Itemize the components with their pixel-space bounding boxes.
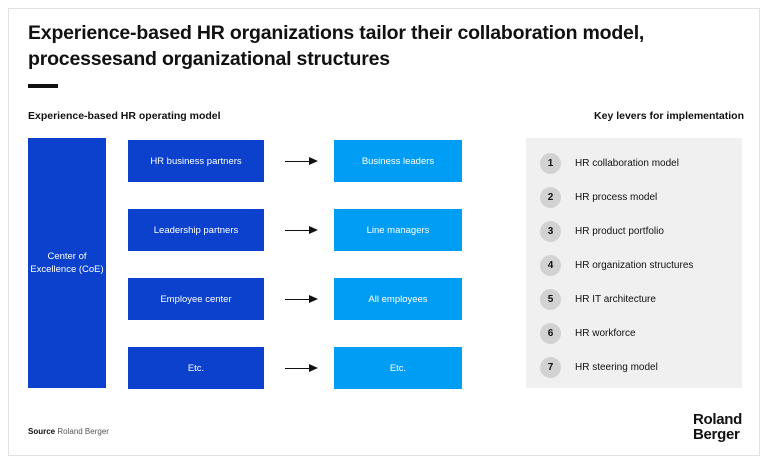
lever-label-2: HR process model — [575, 191, 658, 203]
lever-item-5 — [526, 282, 742, 316]
page-title: Experience-based HR organizations tailor their collaboration model, processesand organizational structures — [28, 22, 645, 70]
lever-number-1: 1 — [540, 153, 561, 174]
logo-line-1: Roland — [692, 411, 742, 428]
source-note — [28, 427, 109, 436]
target-box-2: Line managers — [334, 209, 462, 251]
lever-label-4: HR organization structures — [575, 259, 694, 271]
target-box-3: All employees — [334, 278, 462, 320]
lever-item-1 — [526, 146, 742, 180]
lever-number-7: 7 — [540, 357, 561, 378]
arrow-right-icon-1 — [285, 156, 319, 166]
lever-number-6: 6 — [540, 323, 561, 344]
lever-item-3 — [526, 214, 742, 248]
roland-berger-logo — [693, 412, 742, 442]
arrow-right-icon-3 — [285, 294, 319, 304]
lever-label-3: HR product portfolio — [575, 225, 664, 237]
right-section-heading: Key levers for implementation — [594, 110, 744, 122]
source-box-3: Employee center — [128, 278, 264, 320]
lever-item-2 — [526, 180, 742, 214]
source-value: Roland Berger — [57, 427, 109, 436]
lever-label-5: HR IT architecture — [575, 293, 656, 305]
lever-number-2: 2 — [540, 187, 561, 208]
source-box-2: Leadership partners — [128, 209, 264, 251]
source-box-4: Etc. — [128, 347, 264, 389]
target-box-1: Business leaders — [334, 140, 462, 182]
left-section-heading: Experience-based HR operating model — [28, 110, 221, 122]
title-underline — [28, 84, 58, 88]
source-box-1: HR business partners — [128, 140, 264, 182]
lever-item-7 — [526, 350, 742, 384]
lever-label-1: HR collaboration model — [575, 157, 679, 169]
lever-item-6 — [526, 316, 742, 350]
lever-item-4 — [526, 248, 742, 282]
key-levers-panel — [526, 138, 742, 388]
lever-label-6: HR workforce — [575, 327, 636, 339]
lever-label-7: HR steering model — [575, 361, 658, 373]
center-of-excellence-box: Center of Excellence (CoE) — [28, 138, 106, 388]
lever-number-3: 3 — [540, 221, 561, 242]
arrow-right-icon-2 — [285, 225, 319, 235]
arrow-right-icon-4 — [285, 363, 319, 373]
target-box-4: Etc. — [334, 347, 462, 389]
lever-number-5: 5 — [540, 289, 561, 310]
logo-line-2: Berger — [692, 426, 740, 443]
source-label: Source — [28, 427, 56, 436]
lever-number-4: 4 — [540, 255, 561, 276]
